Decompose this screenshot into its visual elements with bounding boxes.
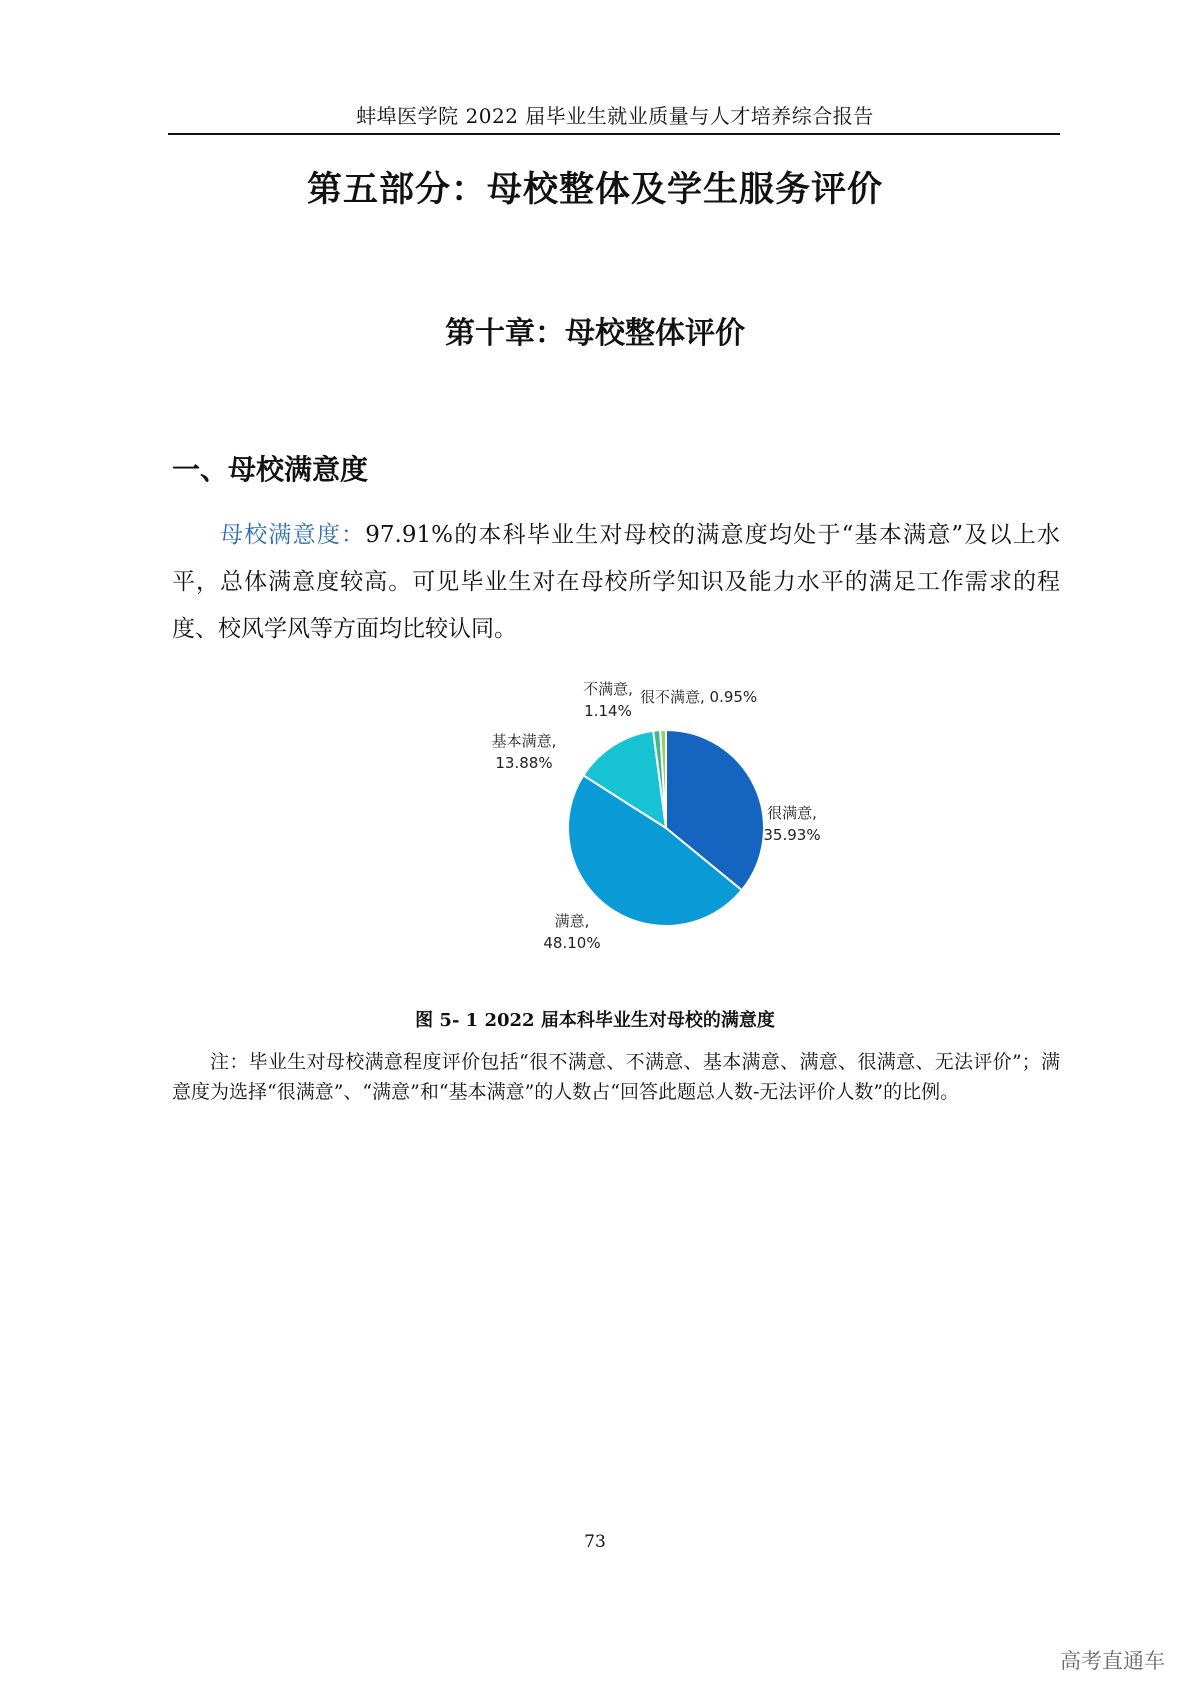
chapter-title: 第十章：母校整体评价: [445, 316, 745, 351]
section-title: 一、母校满意度: [172, 453, 369, 486]
part-title: 第五部分：母校整体及学生服务评价: [306, 170, 883, 210]
pie-label-4: 很不满意, 0.95%: [640, 688, 758, 706]
pie-label-2: 基本满意, 13.88%: [491, 732, 557, 772]
figure-caption: 图 5- 1 2022 届本科毕业生对母校的满意度: [415, 1010, 775, 1031]
satisfaction-pie-chart: [440, 670, 860, 970]
pie-label-0: 很满意, 35.93%: [763, 804, 821, 844]
pie-label-3: 不满意, 1.14%: [583, 680, 633, 720]
header-rule: [168, 133, 1060, 135]
note-text: 注：毕业生对母校满意程度评价包括“很不满意、不满意、基本满意、满意、很满意、无法评价”；满意度为选择“很满意”、“满意”和“基本满意”的人数占“回答此题总人数-无法评价人数”的比例。: [172, 1051, 1060, 1103]
paragraph-body: 97.91%的本科毕业生对母校的满意度均处于“基本满意”及以上水平，总体满意度较高。可见毕业生对在母校所学知识及能力水平的满足工作需求的程度、校风学风等方面均比较认同。: [172, 522, 1061, 642]
satisfaction-paragraph: [172, 512, 1060, 653]
watermark: 高考直通车: [1060, 1649, 1165, 1673]
pie-label-1: 满意, 48.10%: [543, 912, 601, 952]
pie-slices: [568, 730, 764, 926]
figure-note: [172, 1047, 1060, 1107]
paragraph-lead: 母校满意度：: [220, 522, 366, 548]
running-header: 蚌埠医学院 2022 届毕业生就业质量与人才培养综合报告: [356, 104, 874, 128]
page-number: 73: [584, 1532, 606, 1552]
